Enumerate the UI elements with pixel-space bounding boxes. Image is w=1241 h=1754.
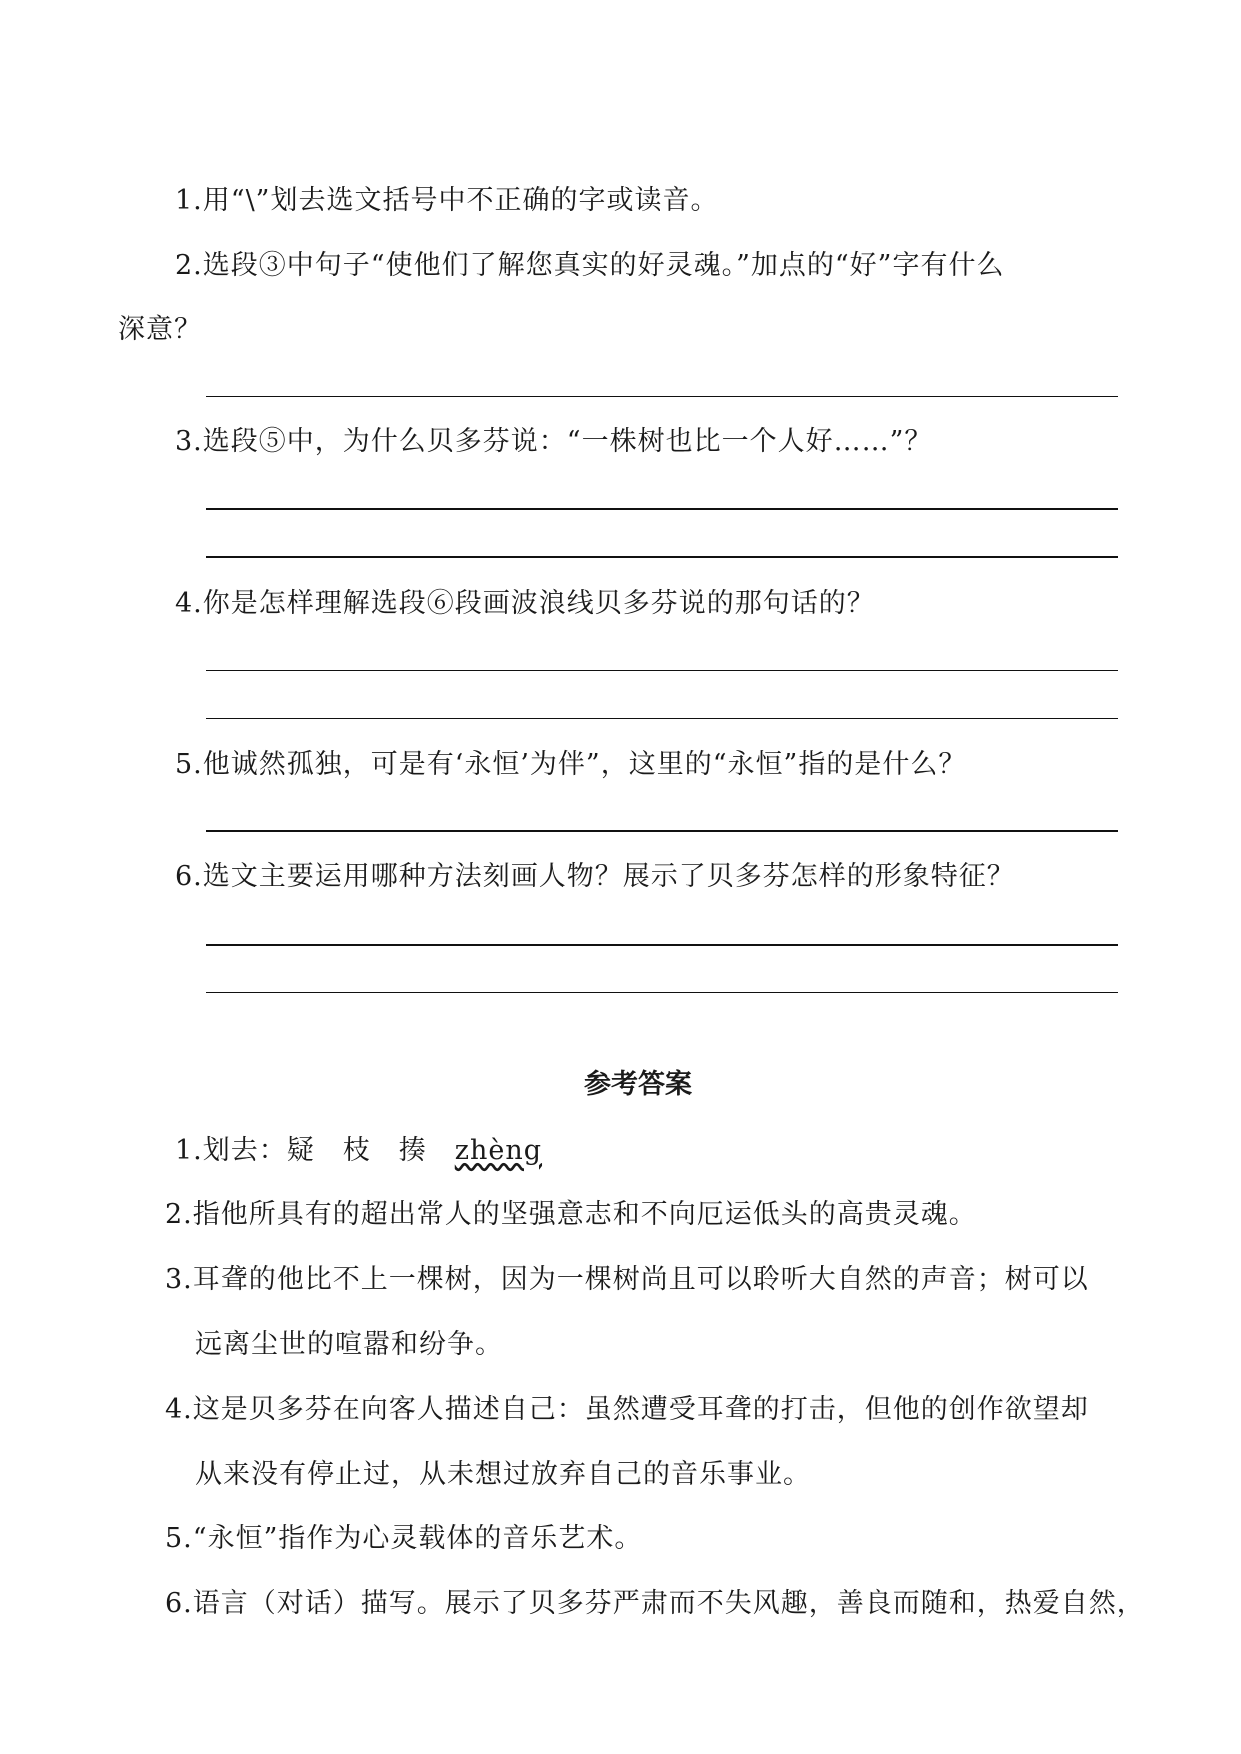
- answer-4: [165, 1392, 1089, 1428]
- question-text: 选段⑤中，为什么贝多芬说：“一株树也比一个人好……”？: [202, 426, 933, 457]
- answer-line: [206, 830, 1118, 832]
- answer-3: [165, 1262, 1089, 1298]
- question-2-continuation: 深意？: [118, 314, 202, 345]
- answer-number: 1.: [175, 1135, 203, 1166]
- question-2: [175, 248, 1004, 284]
- answer-number: 6.: [165, 1588, 193, 1619]
- answer-text: 耳聋的他比不上一棵树，因为一棵树尚且可以聆听大自然的声音；树可以: [192, 1264, 1089, 1295]
- question-3: [175, 424, 932, 460]
- answer-text: 语言（对话）描写。展示了贝多芬严肃而不失风趣，善良而随和，热爱自然，: [192, 1588, 1145, 1619]
- answer-text: 指他所具有的超出常人的坚强意志和不向厄运低头的高贵灵魂。: [192, 1199, 977, 1230]
- answer-line: [206, 992, 1118, 993]
- answer-line: [206, 670, 1118, 671]
- answer-number: 5.: [165, 1523, 193, 1554]
- answer-line: [206, 556, 1118, 558]
- question-5: [175, 747, 966, 783]
- question-1: [175, 183, 718, 219]
- answer-number: 3.: [165, 1264, 193, 1295]
- question-number: 5.: [175, 749, 203, 780]
- answer-prefix: 划去：: [202, 1135, 287, 1166]
- question-text: 你是怎样理解选段⑥段画波浪线贝多芬说的那句话的？: [202, 588, 875, 619]
- question-4: [175, 586, 875, 622]
- answers-title: 参考答案: [584, 1069, 692, 1100]
- question-number: 3.: [175, 426, 203, 457]
- answer-5: [165, 1521, 642, 1557]
- question-number: 6.: [175, 861, 203, 892]
- question-text: 选段③中句子“使他们了解您真实的好灵魂。”加点的“好”字有什么: [202, 250, 1005, 281]
- struck-character: 揍: [398, 1135, 427, 1166]
- question-number: 2.: [175, 250, 203, 281]
- answer-2: [165, 1197, 977, 1233]
- question-number: 1.: [175, 185, 203, 216]
- answer-line: [206, 718, 1118, 719]
- answer-4-continuation: 从来没有停止过，从未想过放弃自己的音乐事业。: [195, 1459, 811, 1490]
- question-number: 4.: [175, 588, 203, 619]
- question-6: [175, 859, 1015, 895]
- answer-text: 这是贝多芬在向客人描述自己：虽然遭受耳聋的打击，但他的创作欲望却: [192, 1394, 1089, 1425]
- struck-pinyin: zhèng: [454, 1135, 543, 1166]
- struck-character: 枝: [342, 1135, 371, 1166]
- answer-6: [165, 1586, 1145, 1622]
- question-text: 用“\”划去选文括号中不正确的字或读音。: [202, 185, 719, 216]
- struck-character: 疑: [286, 1135, 315, 1166]
- answer-text: “永恒”指作为心灵载体的音乐艺术。: [192, 1523, 643, 1554]
- question-text: 选文主要运用哪种方法刻画人物？展示了贝多芬怎样的形象特征？: [202, 861, 1015, 892]
- answer-number: 2.: [165, 1199, 193, 1230]
- answer-number: 4.: [165, 1394, 193, 1425]
- answer-line: [206, 508, 1118, 510]
- answer-3-continuation: 远离尘世的喧嚣和纷争。: [195, 1329, 503, 1360]
- answer-line: [206, 396, 1118, 397]
- answer-1: [175, 1133, 542, 1169]
- answer-line: [206, 944, 1118, 946]
- question-text: 他诚然孤独，可是有‘永恒’为伴”，这里的“永恒”指的是什么？: [202, 749, 967, 780]
